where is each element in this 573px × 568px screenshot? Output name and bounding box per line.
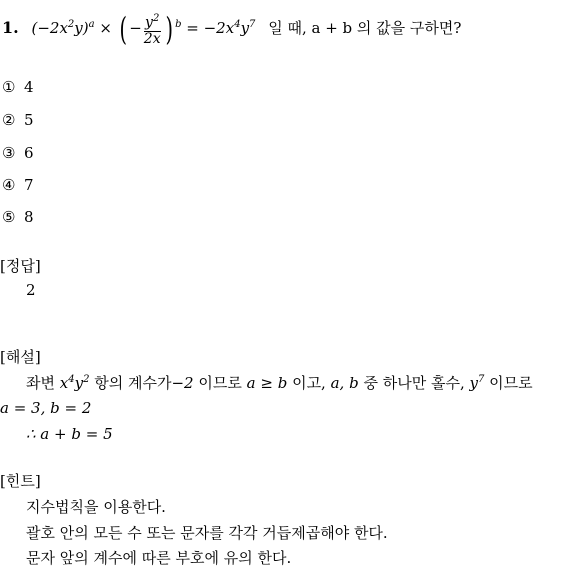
choice-1[interactable] [2,78,34,96]
answer-heading: [정답] [0,257,41,275]
explanation-text: 항의 계수가 [94,374,172,392]
choice-value: 4 [24,78,34,96]
choice-marker: ⑤ [2,208,16,226]
variables: a, b [330,374,359,392]
explanation-text: 이므로 [489,374,533,392]
choice-value: 8 [24,208,34,226]
fraction: $\frac{y^2}{2x}$ [143,13,161,47]
choice-value: 6 [24,144,34,162]
choice-3[interactable] [2,144,34,162]
coefficient: −2 [171,374,194,392]
condition: a ≥ b [246,374,288,392]
choice-value: 7 [24,176,34,194]
choice-marker: ② [2,111,16,129]
hint-line-2: 괄호 안의 모든 수 또는 문자를 각각 거듭제곱해야 한다. [26,524,388,542]
term: $x^4y^2$ [59,374,90,392]
choice-4[interactable] [2,176,34,194]
choice-2[interactable] [2,111,34,129]
answer-value: 2 [26,281,36,299]
choice-marker: ④ [2,176,16,194]
question-text: 일 때, a + b 의 값을 구하면? [268,19,462,37]
explanation-text: 이고, [292,374,326,392]
hint-line-1: 지수법칙을 이용한다. [26,498,166,516]
term: $y^7$ [469,374,485,392]
explanation-line-1 [26,372,533,393]
question-line [2,8,462,48]
choice-marker: ① [2,78,16,96]
explanation-text: 좌변 [26,374,55,392]
hint-heading: [힌트] [0,472,41,490]
explanation-line-3: ∴ a + b = 5 [26,425,113,443]
question-equation: $(-2x^2y)^a$ × ( − $\frac{y^2}{2x}$ ) $^b = -2x^4y^7$ [31,10,256,48]
question-number: 1. [2,18,19,37]
explanation-text: 이므로 [198,374,242,392]
explanation-line-2: a = 3, b = 2 [0,399,92,417]
choice-marker: ③ [2,144,16,162]
explanation-text: 중 하나만 홀수, [363,374,465,392]
hint-line-3: 문자 앞의 계수에 따른 부호에 유의 한다. [26,549,292,567]
choice-value: 5 [24,111,34,129]
explanation-heading: [해설] [0,348,41,366]
choice-5[interactable] [2,208,34,226]
